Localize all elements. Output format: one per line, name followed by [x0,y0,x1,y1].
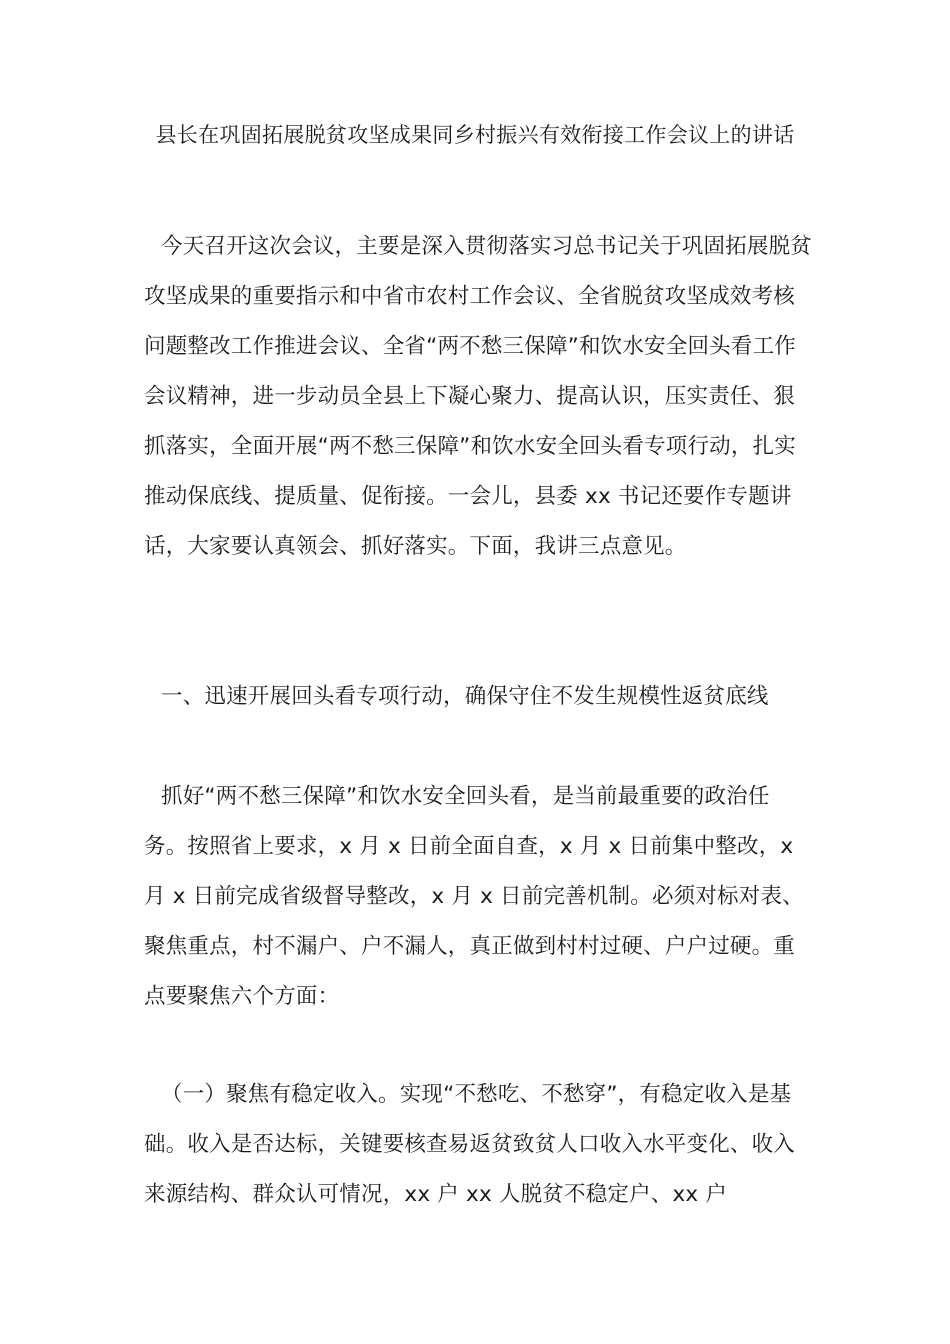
section-heading-1: 一、迅速开展回头看专项行动，确保守住不发生规模性返贫底线 [161,684,769,709]
intro-paragraph: 今天召开这次会议，主要是深入贯彻落实习总书记关于巩固拓展脱贫攻坚成果的重要指示和中省市农村工作会议、全省脱贫攻坚成效考核问题整改工作推进会议、全省“两不愁三保障”和饮水安全回头看工作会议精神，进一步动员全县上下凝心聚力、提高认识，压实责任、狠抓落实，全面开展“两不愁三保障”和饮水安全回头看专项行动，扎实推动保底线、提质量、促衔接。一会儿，县委 xx 书记还要作专题讲话，大家要认真领会、抓好落实。下面，我讲三点意见。 [144,234,813,559]
document-title: 县长在巩固拓展脱贫攻坚成果同乡村振兴有效衔接工作会议上的讲话 [155,123,795,147]
section-1-paragraph: 抓好“两不愁三保障”和饮水安全回头看，是当前最重要的政治任务。按照省上要求，x 月 x 日前全面自查，x 月 x 日前集中整改，x 月 x 日前完成省级督导整改，x 月 x 日前完善机制。必须对标对表、聚焦重点，村不漏户、户不漏人，真正做到村村过硬、户户过硬。重点要聚焦六个方面： [144,784,804,1009]
subsection-1-paragraph: （一）聚焦有稳定收入。实现“不愁吃、不愁穿”，有稳定收入是基础。收入是否达标，关键要核查易返贫致贫人口收入水平变化、收入来源结构、群众认可情况，xx 户 xx 人脱贫不稳定户、xx 户 [144,1082,796,1207]
